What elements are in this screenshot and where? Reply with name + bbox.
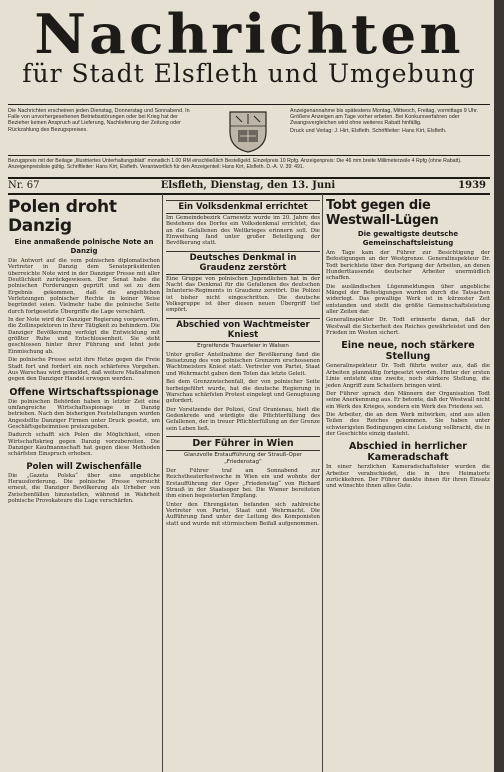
column-left — [8, 196, 160, 506]
article-paragraph: Generalinspektor Dr. Todt erinnerte daran, daß der Westwall die Sicherheit des Reiches gewährleistet und den Frieden im Westen sichert. — [326, 317, 490, 337]
article-paragraph: Dadurch schafft sich Polen die Möglichkeit, einen Wirtschaftskrieg gegen Danzig vorzubereiten. Die Danziger Kaufmannschaft hat gegen diese Methoden schärfsten Einspruch erhoben. — [8, 432, 160, 458]
issue-number: Nr. 67 — [8, 180, 40, 191]
subheadline: Eine anmaßende polnische Note an Danzig — [14, 238, 154, 255]
article-heading: Ein Volksdenkmal errichtet — [166, 200, 320, 214]
newspaper-title: Nachrichten — [34, 2, 464, 66]
article-paragraph: Der Führer traf am Sonnabend zur Reichstheaterfestwoche in Wien ein und wohnte der Erstaufführung der Oper „Friedenstag“ von Richard Strauß in der Staatsoper bei. Die Wiener bereiteten ihm einen begeisterten Empfang. — [166, 467, 320, 500]
column-middle — [166, 196, 320, 529]
advertising-info — [290, 108, 490, 134]
article-paragraph: Im Gemeindebezirk Carnewitz wurde im 20. Jahre des Bestehens des Dorfes ein Volksdenkmal errichtet, das an die Gefallenen des Weltkrieges erinnern soll. Die Einweihung fand unter großer Beteiligung der Bevölkerung statt. — [166, 215, 320, 247]
section-heading: Abschied in herrlicher Kameradschaft — [349, 441, 467, 464]
column-divider — [162, 194, 163, 772]
subheadline: Die gewaltigste deutsche Gemeinschaftsleistung — [357, 230, 459, 247]
article-paragraph: Unter großer Anteilnahme der Bevölkerung fand die Beisetzung des von polnischen Grenzern erschossenen Wachtmeisters Kniest statt. Vertreter von Partei, Staat und Wehrmacht gaben dem Toten das letzte Geleit. — [166, 351, 320, 377]
imprint: Druck und Verlag: J. Hirt, Elsfleth. Schriftleiter: Hans Kirt, Elsfleth. — [290, 127, 447, 134]
article-paragraph: In der Note wird der Danziger Regierung vorgeworfen, die Zollinspektoren in ihrer Tätigkeit zu behindern. Die Danziger Bevölkerung verfolgt die Entwicklung mit größter Ruhe und Entschlossenheit. Sie steht geschlossen hinter ihrer Führung und lehnt jede Einmischung ab. — [8, 317, 160, 355]
masthead-rule — [8, 104, 490, 105]
headline: Polen droht Danzig — [8, 197, 117, 236]
masthead — [8, 2, 490, 88]
advertising-text: Anzeigenannahme bis spätestens Montag, Mittwoch, Freitag, vormittags 9 Uhr. Größere Anzeigen am Tage vorher erbeten. Bei Konkursverfahren oder Zwangsvergleichen wird ohne weiteres Rabatt hinfällig. — [290, 108, 479, 127]
newspaper-subtitle: für Stadt Elsfleth und Umgebung — [22, 59, 476, 88]
place-date: Elsfleth, Dienstag, den 13. Juni — [160, 180, 336, 191]
column-divider — [322, 194, 323, 772]
subscription-note: Bezugspreis mit der Beilage „Illustriertes Unterhaltungsblatt“ monatlich 1.00 RM einschließlich Bestellgeld. Einzelpreis 10 Rpfg. Anzeigenpreis: Die 46 mm breite Millimeterzeile 4 Rpfg (ohne Rabatt). Anzeigenpreisliste gültig. Schriftleiter: Hans Kirt, Elsfleth. Verantwortlich für den Anzeigenteil: Hans Kirt, Elsfleth. D.-A. V. 39: 491. — [8, 158, 462, 170]
article-paragraph: Die Antwort auf die vom polnischen diplomatischen Vertreter in Danzig dem Senatspräsidenten überreichte Note wird in der Danziger Presse mit aller Deutlichkeit zurückgewiesen. Der Senat habe die polnischen Forderungen geprüft und sei zu dem Ergebnis gekommen, daß die angeblichen Verletzungen polnischer Rechte in keiner Weise begründet seien. Vielmehr habe die polnische Seite durch fortgesetzte Übergriffe die Lage verschärft. — [8, 258, 160, 315]
dateline-bottom-rule — [8, 193, 490, 195]
article-paragraph: Der Vorsitzende der Polizei, Graf Oranienau, hielt die Gedenkrede und würdigte die Pflichterfüllung des Gefallenen, der in treuer Pflichterfüllung an der Grenze sein Leben ließ. — [166, 406, 320, 432]
article-heading: Deutsches Denkmal in Graudenz zerstört — [166, 251, 320, 275]
article-paragraph: Bei dem Grenzzwischenfall, der von polnischer Seite herbeigeführt wurde, hat die deutsche Regierung in Warschau schärfsten Protest eingelegt und Genugtuung gefordert. — [166, 379, 320, 405]
section-heading: Polen will Zwischenfälle — [26, 461, 142, 472]
article-heading: Der Führer in Wien — [166, 436, 320, 451]
info-rule — [8, 155, 490, 156]
article-heading: Abschied von Wachtmeister Kniest — [166, 318, 320, 342]
article-paragraph: Die polnische Presse setzt ihre Hetze gegen die Freie Stadt fort und fordert ein noch schärferes Vorgehen. Aus Warschau wird gemeldet, daß weitere Maßnahmen gegen den Danziger Handel erwogen werden. — [8, 357, 160, 383]
article-kicker: Ergreifende Trauerfeier in Walsen — [197, 342, 289, 349]
article-paragraph: Der Führer sprach den Männern der Organisation Todt seine Anerkennung aus. Er betonte, daß der Westwall nicht ein Werk des Krieges, sondern ein Werk des Friedens sei. — [326, 390, 490, 410]
article-paragraph: Die „Gazeta Polska“ über eine angebliche Herausforderung. Die polnische Presse versucht erneut, die Danziger Bevölkerung als Urheber von Zwischenfällen hinzustellen, während in Wahrheit polnische Provokateure die Lage verschärfen. — [8, 472, 160, 504]
article-paragraph: Am Tage kam der Führer zur Besichtigung der Befestigungen an der Westgrenze. Generalinspekteur Dr. Todt berichtete über den Fortgang der Arbeiten, an denen Hunderttausende deutscher Arbeiter unermüdlich schaffen. — [326, 250, 490, 282]
info-bar — [8, 108, 490, 152]
article-kicker: Glanzvolle Erstaufführung der Strauß-Oper „Friedenstag“ — [183, 451, 302, 465]
section-heading: Offene Wirtschaftsspionage — [9, 386, 159, 398]
article-paragraph: Die ausländischen Lügenmeldungen über angebliche Mängel der Befestigungen wurden durch die Tatsachen widerlegt. Das gewaltige Werk ist in kürzester Zeit entstanden und stellt die größte Gemeinschaftsleistung aller Zeiten dar. — [326, 283, 490, 316]
column-right — [326, 196, 490, 492]
section-heading: Eine neue, noch stärkere Stellung — [341, 340, 475, 363]
article-paragraph: Generalinspekteur Dr. Todt führte weiter aus, daß die Arbeiten planmäßig fortgesetzt werden. Hinter der ersten Linie entsteht eine zweite, noch stärkere Stellung, die jeden Angriff zum Scheitern bringen wird. — [326, 363, 490, 389]
dateline-top-rule — [8, 177, 490, 179]
article-paragraph: In einer herzlichen Kameradschaftsfeier wurden die Arbeiter verabschiedet, die in ihre Heimatorte zurückkehren. Der Führer dankte ihnen für ihren Einsatz und wünschte ihnen alles Gute. — [326, 464, 490, 490]
article-paragraph: Eine Gruppe von polnischen Jugendlichen hat in der Nacht das Denkmal für die Gefallenen des deutschen Infanterie-Regiments in Graudenz zerstört. Die Polizei ist bisher nicht eingeschritten. Die deutsche Volksgruppe ist über diesen neuen Übergriff tief empört. — [166, 275, 320, 314]
article-paragraph: Unter den Ehrengästen befanden sich zahlreiche Vertreter von Partei, Staat und Wehrmacht. Die Aufführung fand unter der Leitung des Komponisten statt und wurde mit stürmischem Beifall aufgenommen. — [166, 501, 320, 527]
article-paragraph: Die Arbeiter, die an dem Werk mitwirken, sind aus allen Teilen des Reiches gekommen. Sie haben unter schwierigsten Bedingungen eine Leistung vollbracht, die in der Geschichte einzig dasteht. — [326, 411, 490, 437]
issue-year: 1939 — [458, 180, 486, 191]
headline: Tobt gegen die Westwall-Lügen — [326, 198, 439, 228]
coat-of-arms-icon — [226, 108, 270, 154]
dateline — [8, 180, 490, 192]
article-paragraph: Die polnischen Behörden haben in letzter Zeit eine umfangreiche Wirtschaftsspionage in Danzig betrieben. Nach den bisherigen Feststellungen wurden Angestellte Danziger Firmen unter Druck gesetzt, um Geschäftsgeheimnisse preiszugeben. — [8, 398, 160, 430]
publication-info: Die Nachrichten erscheinen jeden Dienstag, Donnerstag und Sonnabend. In Falle von unvorhergesehenen Betriebsstörungen oder bei Krieg hat der Bezieher keinen Anspruch auf Lieferung, Nachlieferung der Zeitung oder Rückzahlung des Bezugspreises. — [8, 108, 190, 133]
